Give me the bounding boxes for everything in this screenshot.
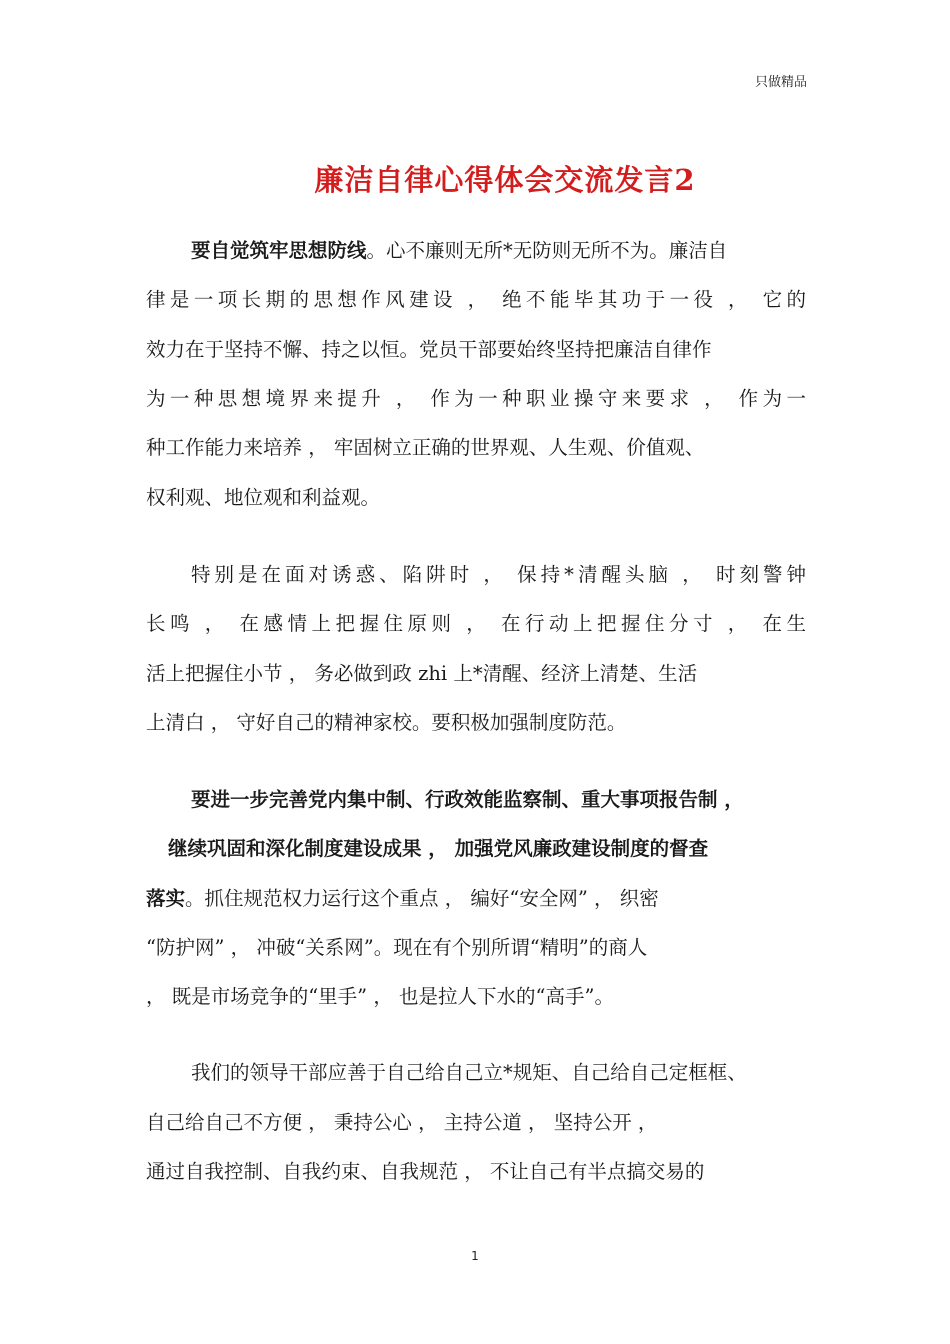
header-note: 只做精品: [754, 75, 807, 90]
text-line: 活上把握住小节 ， 务必做到政 zhi 上*清醒、经济上清楚、生活: [146, 662, 698, 685]
text-line: 自己给自己不方便 ， 秉持公心 ， 主持公道 ， 坚持公开 ，: [146, 1111, 658, 1134]
page-number: 1: [471, 1249, 479, 1263]
text-line: “防护网” ， 冲破“关系网”。现在有个别所谓“精明”的商人: [146, 936, 648, 959]
text-line: 要进一步完善党内集中制、行政效能监察制、重大事项报告制 ，: [191, 788, 744, 811]
text-line: 落实。抓住规范权力运行这个重点 ， 编好“安全网” ， 织密: [146, 887, 659, 910]
text-line: 权利观、地位观和利益观。: [146, 486, 381, 509]
text-line: 效力在于坚持不懈、持之以恒。党员干部要始终坚持把廉洁自律作: [146, 338, 712, 361]
text-line: 种工作能力来培养 ， 牢固树立正确的世界观、人生观、价值观、: [146, 436, 705, 459]
text-line: 为一种思想境界来提升 ， 作为一种职业操守来要求 ， 作为一: [146, 387, 806, 410]
document-title: 廉洁自律心得体会交流发言2: [314, 163, 696, 197]
text-line: 要自觉筑牢思想防线。心不廉则无所*无防则无所不为。廉洁自: [191, 239, 728, 262]
text-line: 上清白 ， 守好自己的精神家校。要积极加强制度防范。: [146, 711, 627, 734]
text-line: ， 既是市场竞争的“里手” ， 也是拉人下水的“高手”。: [146, 985, 614, 1008]
text-line: 律是一项长期的思想作风建设 ， 绝不能毕其功于一役 ， 它的: [146, 288, 806, 311]
text-line: 我们的领导干部应善于自己给自己立*规矩、自己给自己定框框、: [191, 1061, 747, 1084]
text-line: 特别是在面对诱惑、陷阱时 ， 保持*清醒头脑 ， 时刻警钟: [191, 563, 806, 586]
text-line: 通过自我控制、自我约束、自我规范 ， 不让自己有半点搞交易的: [146, 1160, 705, 1183]
text-line: 长鸣 ， 在感情上把握住原则 ， 在行动上把握住分寸 ， 在生: [146, 612, 806, 635]
text-line: 继续巩固和深化制度建设成果 ， 加强党风廉政建设制度的督查: [168, 837, 709, 860]
